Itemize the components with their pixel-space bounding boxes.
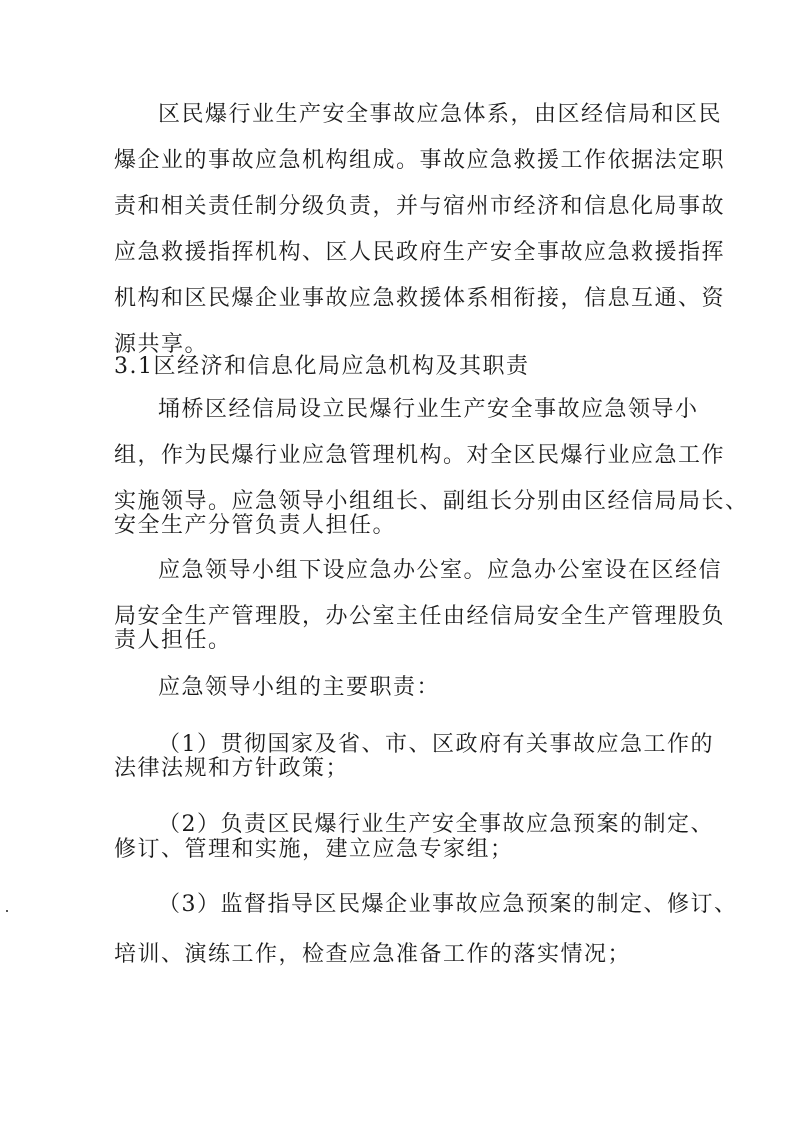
text-line: 实施领导。应急领导小组组长、副组长分别由区经信局局长、 — [114, 489, 749, 514]
text-line: 法律法规和方针政策； — [114, 756, 350, 781]
text-line: 培训、演练工作，检查应急准备工作的落实情况； — [114, 942, 632, 967]
text-line: 责人担任。 — [114, 628, 232, 653]
text-line: 修订、管理和实施，建立应急专家组； — [114, 837, 514, 862]
list-item: （3）监督指导区民爆企业事故应急预案的制定、修订、 — [158, 892, 738, 917]
text-line: 源共享。 — [114, 332, 209, 357]
list-item: （1）贯彻国家及省、市、区政府有关事故应急工作的 — [158, 732, 714, 757]
text-line: 埇桥区经信局设立民爆行业生产安全事故应急领导小 — [158, 397, 699, 422]
text-line: 责和相关责任制分级负责，并与宿州市经济和信息化局事故 — [114, 194, 726, 219]
text-line: 爆企业的事故应急机构组成。事故应急救援工作依据法定职 — [114, 148, 726, 173]
text-line: 区民爆行业生产安全事故应急体系，由区经信局和区民 — [158, 102, 723, 127]
text-line: 组，作为民爆行业应急管理机构。对全区民爆行业应急工作 — [114, 443, 726, 468]
text-line: 应急救援指挥机构、区人民政府生产安全事故应急救援指挥 — [114, 240, 726, 265]
list-item: （2）负责区民爆行业生产安全事故应急预案的制定、 — [158, 812, 714, 837]
text-line: 应急领导小组下设应急办公室。应急办公室设在区经信 — [158, 558, 723, 583]
section-heading: 3.1区经济和信息化局应急机构及其职责 — [114, 354, 530, 379]
text-line: 安全生产分管负责人担任。 — [114, 513, 397, 538]
text-line: 机构和区民爆企业事故应急救援体系相衔接，信息互通、资 — [114, 286, 726, 311]
text-line: 局安全生产管理股，办公室主任由经信局安全生产管理股负 — [114, 604, 726, 629]
text-line: 应急领导小组的主要职责： — [158, 675, 441, 700]
scan-speck — [6, 910, 8, 912]
